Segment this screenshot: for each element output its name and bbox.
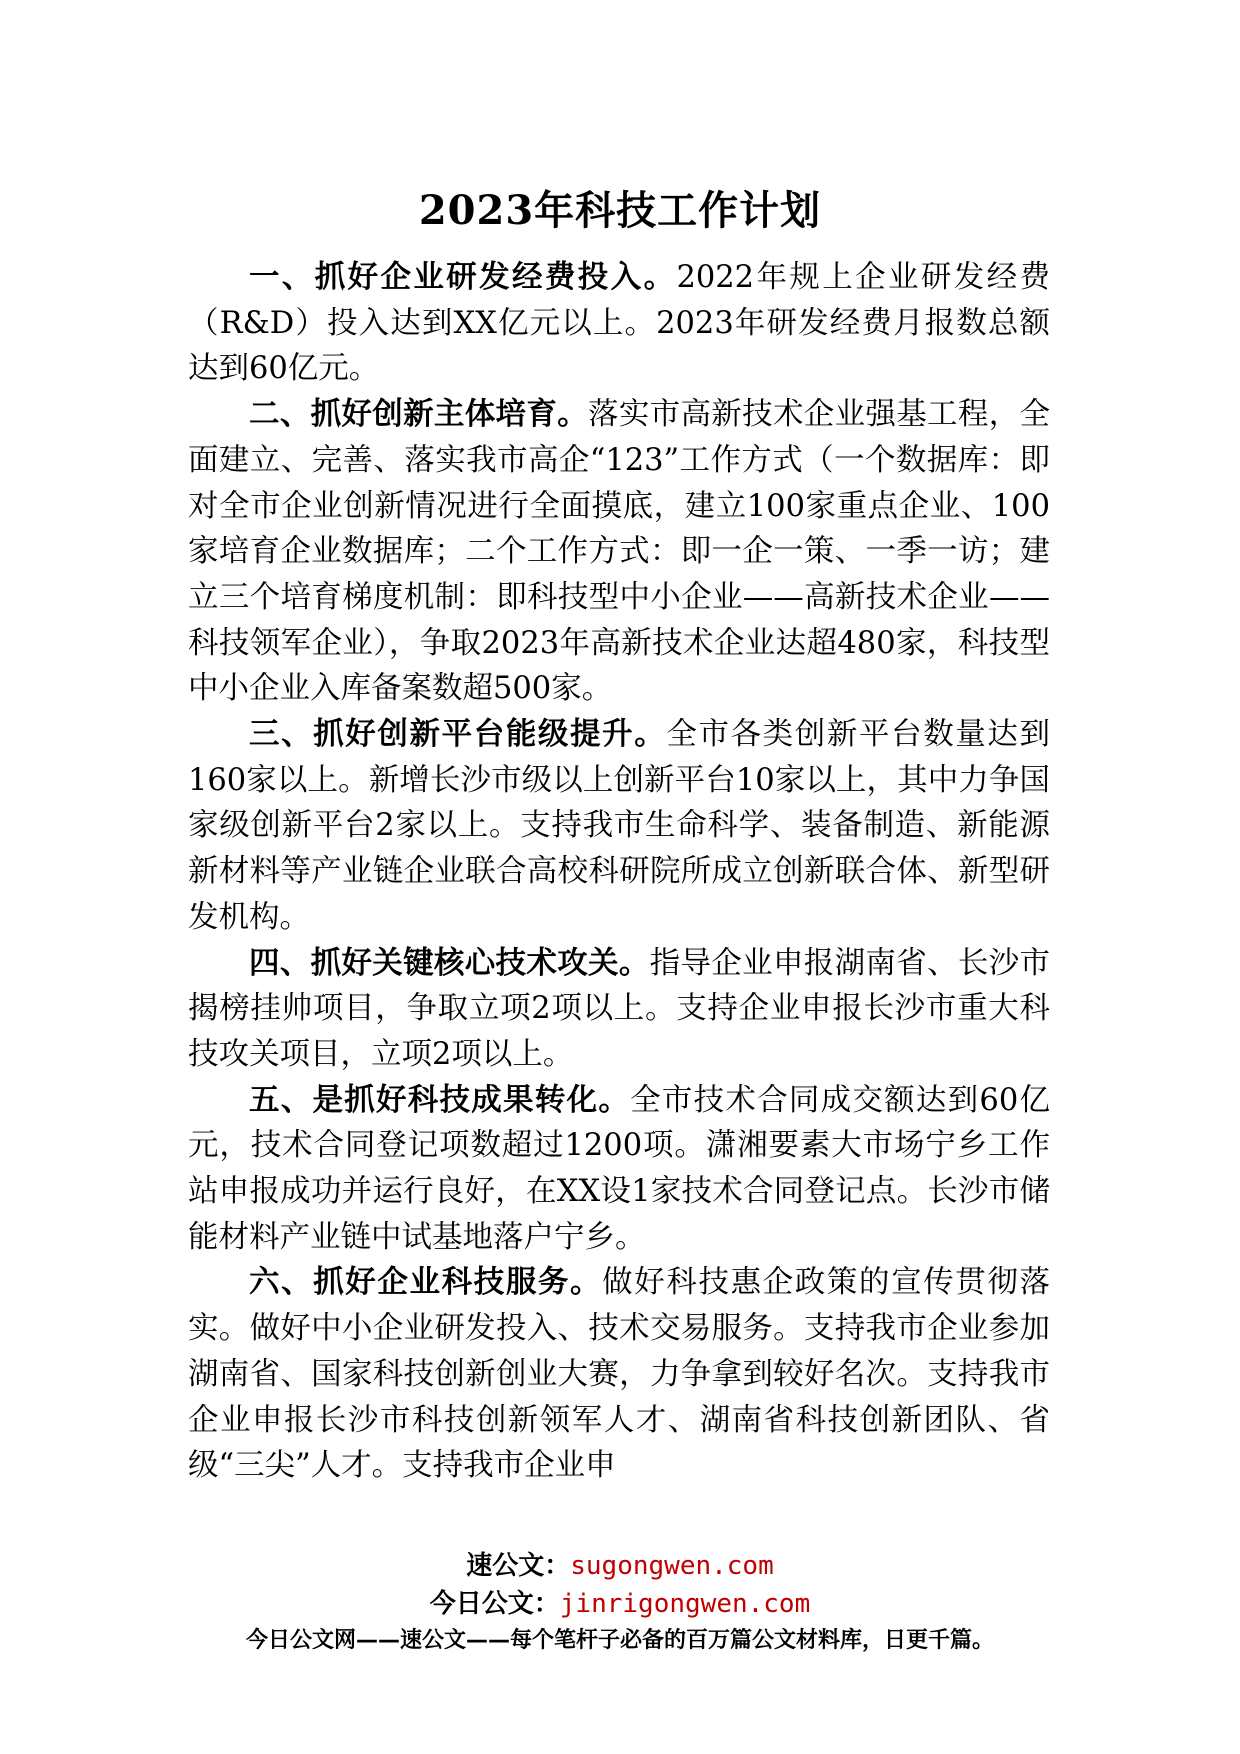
footer-line-jinrigongwen xyxy=(0,1586,1240,1622)
paragraph-heading: 二、抓好创新主体培育。 xyxy=(249,397,589,433)
sugongwen-link[interactable]: sugongwen.com xyxy=(570,1551,774,1581)
document-title: 2023年科技工作计划 xyxy=(418,187,822,234)
paragraph-text: 全市技术合同成交额达到60亿元，技术合同登记项数超过1200项。潇湘要素大市场宁乡工作站申报成功并运行良好，在XX设1家技术合同登记点。长沙市储能材料产业链中试基地落户宁乡。 xyxy=(188,1082,1050,1255)
paragraph-heading: 六、抓好企业科技服务。 xyxy=(249,1265,603,1301)
paragraph-6 xyxy=(188,1260,1050,1489)
footer-label: 今日公文： xyxy=(429,1589,560,1619)
paragraph-3 xyxy=(188,712,1050,941)
paragraph-heading: 三、抓好创新平台能级提升。 xyxy=(249,717,667,753)
footer-line-sugongwen xyxy=(0,1548,1240,1584)
paragraph-text: 指导企业申报湖南省、长沙市揭榜挂帅项目，争取立项2项以上。支持企业申报长沙市重大科技攻关项目，立项2项以上。 xyxy=(188,945,1051,1072)
paragraph-2 xyxy=(188,392,1050,712)
paragraph-heading: 四、抓好关键核心技术攻关。 xyxy=(249,945,650,981)
footer-label: 速公文： xyxy=(466,1551,571,1581)
paragraph-4 xyxy=(188,941,1050,1078)
document-body xyxy=(188,255,1050,1489)
paragraph-1 xyxy=(188,255,1050,392)
paragraph-heading: 一、抓好企业研发经费投入。 xyxy=(249,260,677,295)
jinrigongwen-link[interactable]: jinrigongwen.com xyxy=(559,1589,811,1619)
paragraph-text: 做好科技惠企政策的宣传贯彻落实。做好中小企业研发投入、技术交易服务。支持我市企业参加湖南省、国家科技创新创业大赛，力争拿到较好名次。支持我市企业申报长沙市科技创新领军人才、湖南省科技创新团队、省级“三尖”人才。支持我市企业申 xyxy=(188,1265,1051,1484)
paragraph-5 xyxy=(188,1078,1050,1261)
footer-slogan: 今日公文网——速公文——每个笔杆子必备的百万篇公文材料库，日更千篇。 xyxy=(245,1628,994,1653)
paragraph-text: 全市各类创新平台数量达到160家以上。新增长沙市级以上创新平台10家以上，其中力争国家级创新平台2家以上。支持我市生命科学、装备制造、新能源新材料等产业链企业联合高校科研院所成立创新联合体、新型研发机构。 xyxy=(188,717,1051,935)
paragraph-heading: 五、是抓好科技成果转化。 xyxy=(249,1082,631,1118)
paragraph-text: 2022年规上企业研发经费（R&D）投入达到XX亿元以上。2023年研发经费月报数总额达到60亿元。 xyxy=(188,260,1050,387)
paragraph-text: 落实市高新技术企业强基工程，全面建立、完善、落实我市高企“123”工作方式（一个数据库：即对全市企业创新情况进行全面摸底，建立100家重点企业、100家培育企业数据库；二个工作方式：即一企一策、一季一访；建立三个培育梯度机制：即科技型中小企业——高新技术企业——科技领军企业），争取2023年高新技术企业达超480家，科技型中小企业入库备案数超500家。 xyxy=(188,397,1051,707)
